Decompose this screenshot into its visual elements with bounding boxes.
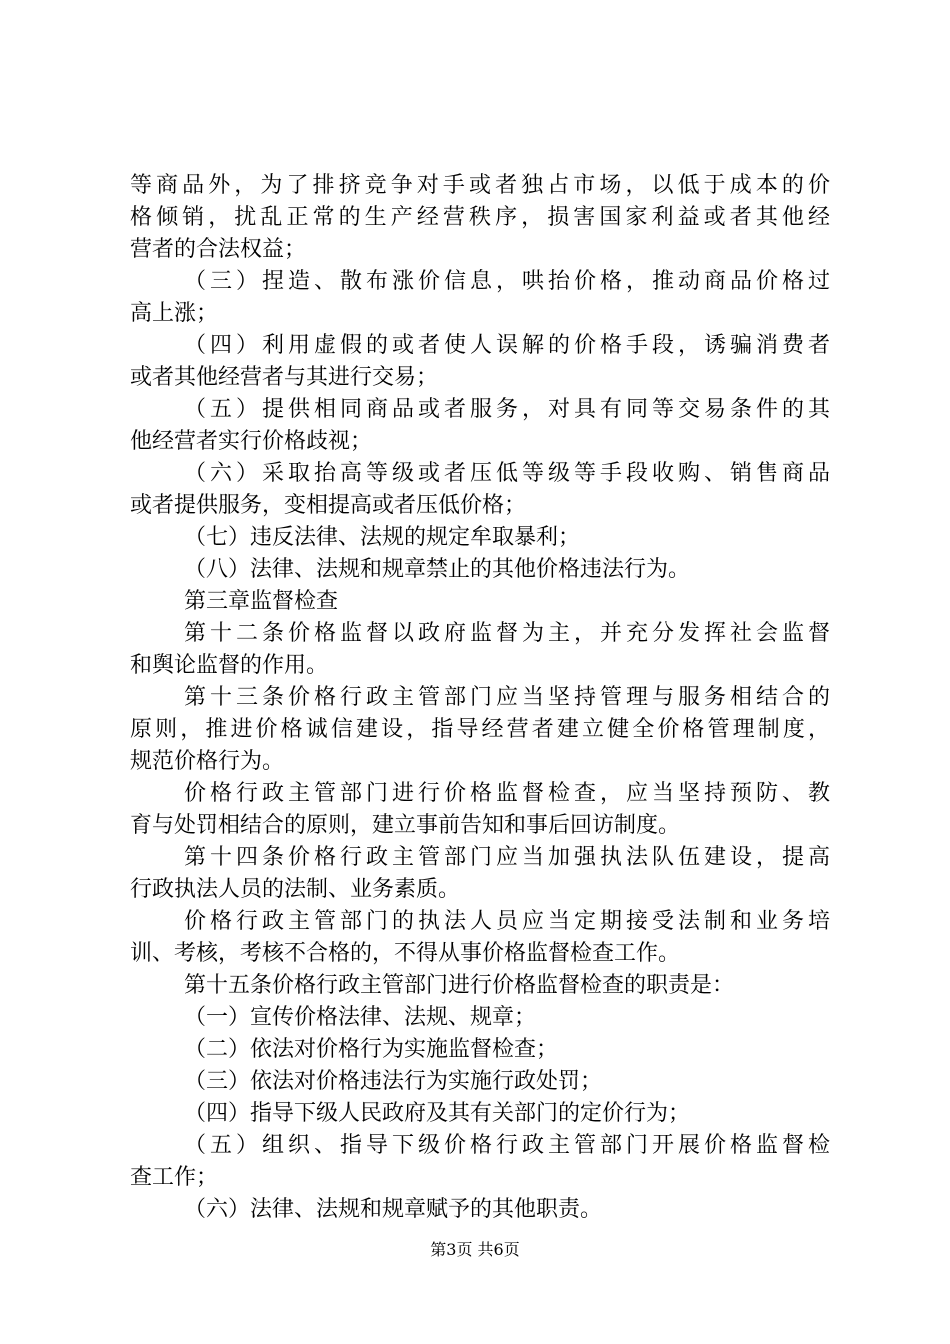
text-line: 规范价格行为。 xyxy=(130,749,285,774)
text-line: 第十三条价格行政主管部门应当坚持管理与服务相结合的 xyxy=(184,685,830,710)
text-line: 或者其他经营者与其进行交易； xyxy=(130,365,439,390)
text-line: 他经营者实行价格歧视； xyxy=(130,429,373,454)
text-line: 查工作； xyxy=(130,1165,219,1190)
text-line: 训、考核，考核不合格的，不得从事价格监督检查工作。 xyxy=(130,941,681,966)
text-line: 营者的合法权益； xyxy=(130,237,307,262)
text-line: 第三章监督检查 xyxy=(184,589,339,614)
text-line: 第十五条价格行政主管部门进行价格监督检查的职责是： xyxy=(184,973,735,998)
text-line: （六）采取抬高等级或者压低等级等手段收购、销售商品 xyxy=(184,461,830,486)
text-line: （四）利用虚假的或者使人误解的价格手段，诱骗消费者 xyxy=(184,333,830,358)
text-line: （三）捏造、散布涨价信息，哄抬价格，推动商品价格过 xyxy=(184,269,830,294)
text-line: （一）宣传价格法律、法规、规章； xyxy=(184,1005,537,1030)
text-line: （三）依法对价格违法行为实施行政处罚； xyxy=(184,1069,603,1094)
text-line: （八）法律、法规和规章禁止的其他价格违法行为。 xyxy=(184,557,691,582)
text-line: （七）违反法律、法规的规定牟取暴利； xyxy=(184,525,581,550)
text-line: （五）提供相同商品或者服务，对具有同等交易条件的其 xyxy=(184,397,830,422)
text-line: 等商品外，为了排挤竞争对手或者独占市场，以低于成本的价 xyxy=(130,173,830,198)
text-line: 第十二条价格监督以政府监督为主，并充分发挥社会监督 xyxy=(184,621,830,646)
text-line: （五）组织、指导下级价格行政主管部门开展价格监督检 xyxy=(184,1133,830,1158)
text-line: 价格行政主管部门的执法人员应当定期接受法制和业务培 xyxy=(184,909,830,934)
text-line: （二）依法对价格行为实施监督检查； xyxy=(184,1037,559,1062)
text-line: 行政执法人员的法制、业务素质。 xyxy=(130,877,461,902)
text-line: 育与处罚相结合的原则，建立事前告知和事后回访制度。 xyxy=(130,813,681,838)
text-line: 或者提供服务，变相提高或者压低价格； xyxy=(130,493,527,518)
document-body xyxy=(130,170,830,1226)
text-line: （四）指导下级人民政府及其有关部门的定价行为； xyxy=(184,1101,691,1126)
text-line: 格倾销，扰乱正常的生产经营秩序，损害国家利益或者其他经 xyxy=(130,205,830,230)
text-line: 第十四条价格行政主管部门应当加强执法队伍建设，提高 xyxy=(184,845,830,870)
page-footer: 第3页 共6页 xyxy=(430,1240,520,1259)
text-line: 高上涨； xyxy=(130,301,219,326)
text-line: 和舆论监督的作用。 xyxy=(130,653,329,678)
text-line: 价格行政主管部门进行价格监督检查，应当坚持预防、教 xyxy=(184,781,830,806)
text-line: （六）法律、法规和规章赋予的其他职责。 xyxy=(184,1197,603,1222)
text-line: 原则，推进价格诚信建设，指导经营者建立健全价格管理制度， xyxy=(130,717,830,742)
